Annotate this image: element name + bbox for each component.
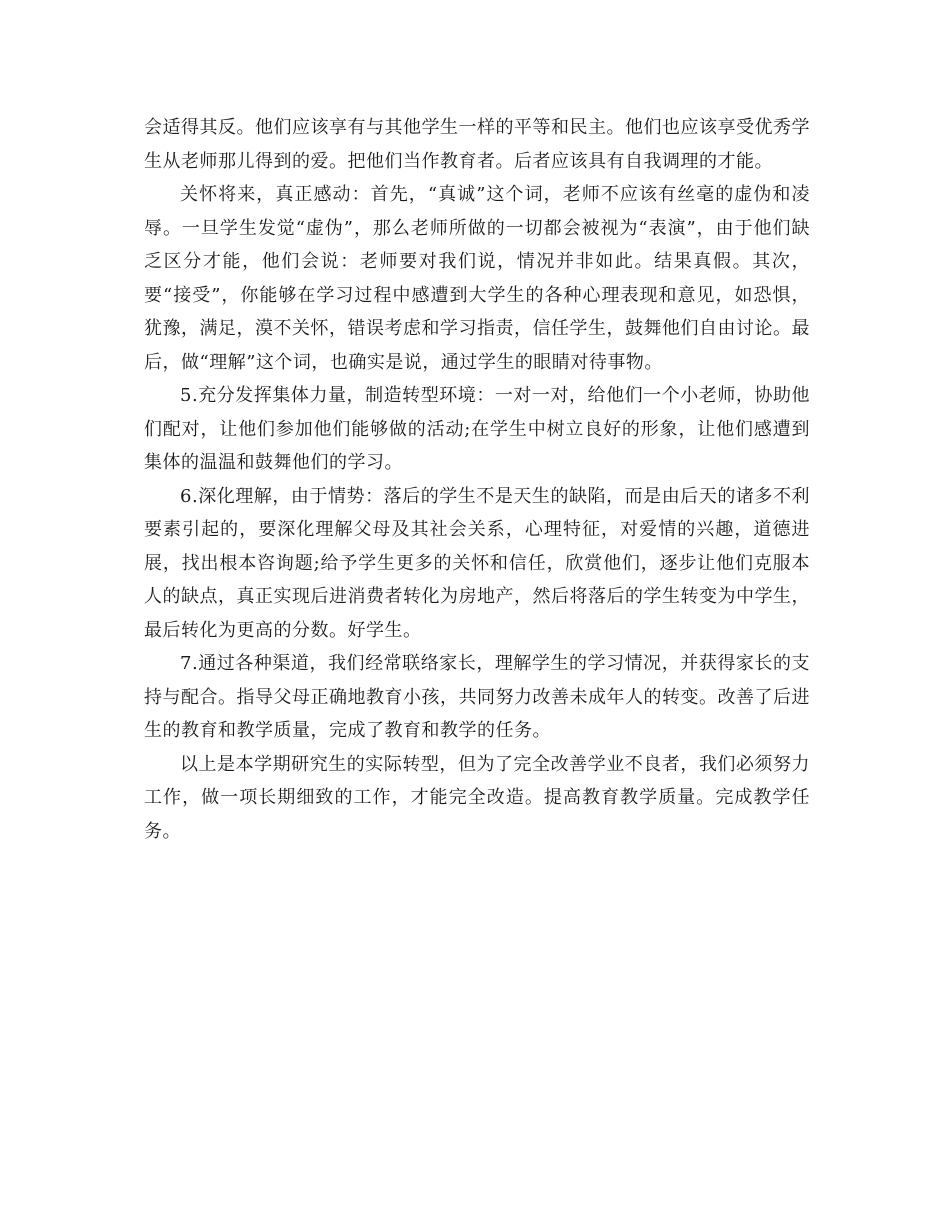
- document-body: [144, 111, 810, 848]
- paragraph-continuation: 会适得其反。他们应该享有与其他学生一样的平等和民主。他们也应该享受优秀学生从老师那儿得到的爱。把他们当作教育者。后者应该具有自我调理的才能。: [144, 117, 810, 172]
- paragraph-item-6: 6.深化理解，由于情势：落后的学生不是天生的缺陷，而是由后天的诸多不利要素引起的，要深化理解父母及其社会关系，心理特征，对爱情的兴趣，道德进展，找出根本咨询题;给予学生更多的关怀和信任，欣赏他们，逐步让他们克服本人的缺点，真正实现后进消费者转化为房地产，然后将落后的学生转变为中学生，最后转化为更高的分数。好学生。: [144, 485, 810, 641]
- paragraph-care-future: 关怀将来，真正感动：首先，“真诚”这个词，老师不应该有丝毫的虚伪和凌辱。一旦学生发觉“虚伪”，那么老师所做的一切都会被视为“表演”，由于他们缺乏区分才能，他们会说：老师要对我们说，情况并非如此。结果真假。其次，要“接受”，你能够在学习过程中感遭到大学生的各种心理表现和意见，如恐惧，犹豫，满足，漠不关怀，错误考虑和学习指责，信任学生，鼓舞他们自由讨论。最后，做“理解”这个词，也确实是说，通过学生的眼睛对待事物。: [144, 184, 810, 373]
- paragraph-item-5: 5.充分发挥集体力量，制造转型环境：一对一对，给他们一个小老师，协助他们配对，让他们参加他们能够做的活动;在学生中树立良好的形象，让他们感遭到集体的温温和鼓舞他们的学习。: [144, 385, 810, 473]
- paragraph-item-7: 7.通过各种渠道，我们经常联络家长，理解学生的学习情况，并获得家长的支持与配合。指导父母正确地教育小孩，共同努力改善未成年人的转变。改善了后进生的教育和教学质量，完成了教育和教学的任务。: [144, 653, 810, 741]
- paragraph-conclusion: 以上是本学期研究生的实际转型，但为了完全改善学业不良者，我们必须努力工作，做一项长期细致的工作，才能完全改造。提高教育教学质量。完成教学任务。: [144, 753, 810, 842]
